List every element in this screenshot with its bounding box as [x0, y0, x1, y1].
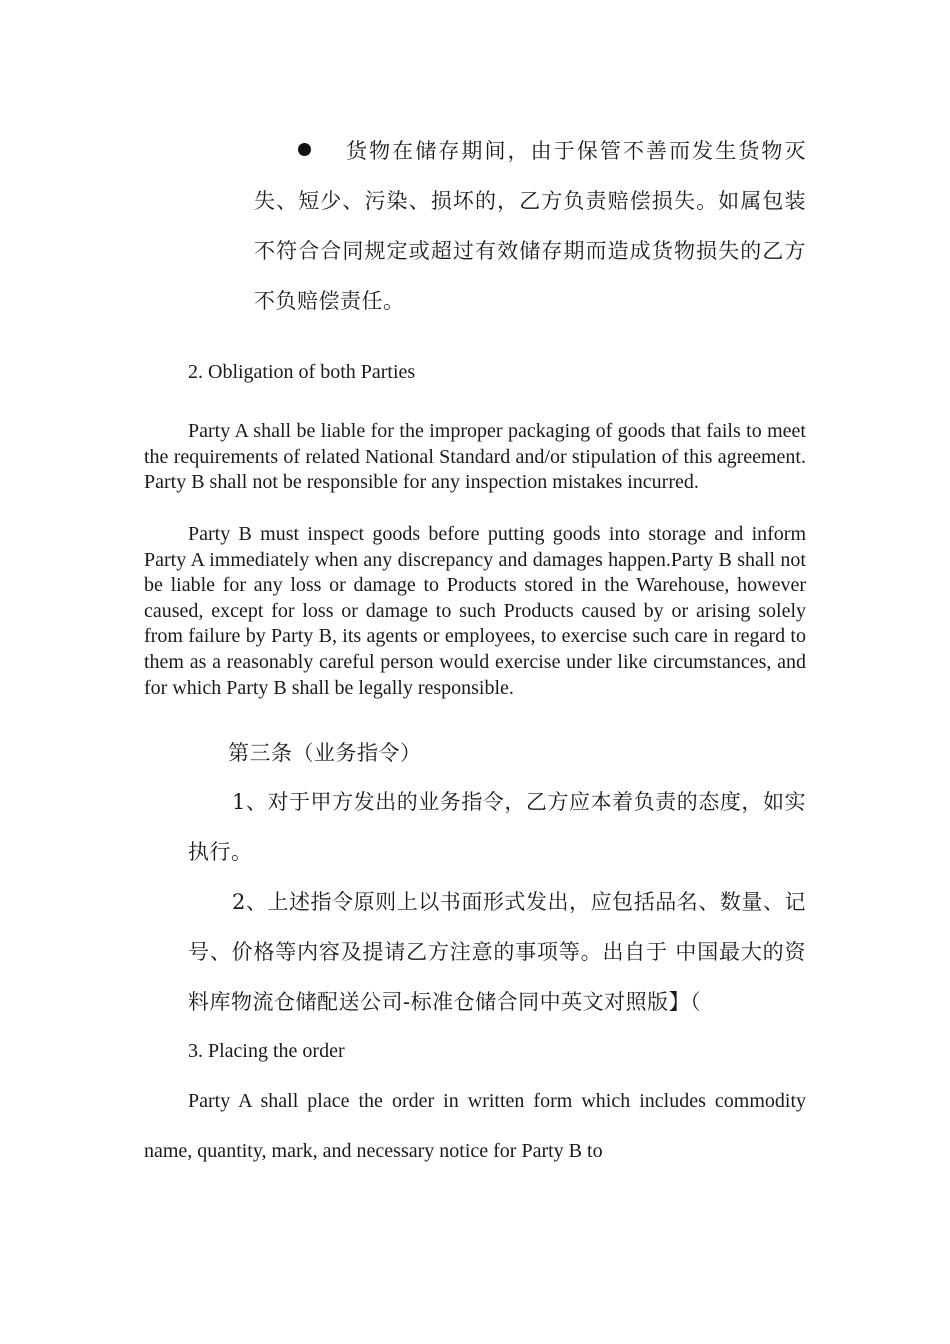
article-3-clause-2: 2、上述指令原则上以书面形式发出，应包括品名、数量、记号、价格等内容及提请乙方注意的事项等。出自于 中国最大的资料库物流仓储配送公司-标准仓储合同中英文对照版】（	[188, 890, 806, 1014]
bullet-paragraph-text: 货物在储存期间，由于保管不善而发生货物灭失、短少、污染、损坏的，乙方负责赔偿损失。如属包装不符合合同规定或超过有效储存期而造成货物损失的乙方不负赔偿责任。	[254, 139, 806, 313]
paragraph-placing-order: Party A shall place the order in written form which includes commodity name, quantity, mark, and necessary notice for Party B to	[144, 1090, 806, 1162]
bullet-dot-icon	[298, 143, 311, 156]
article-3-heading: 第三条（业务指令）	[228, 741, 422, 765]
paragraph-party-a-liability: Party A shall be liable for the improper packaging of goods that fails to meet the requirements of related National Standard and/or stipulation of this agreement. Party B shall not be responsible for any inspection mistakes incurred.	[144, 420, 806, 494]
paragraph-party-b-inspection: Party B must inspect goods before putting goods into storage and inform Party A immediately when any discrepancy and damages happen.Party B shall not be liable for any loss or damage to Products stored in the Warehouse, however caused, except for loss or damage to such Products caused by or arising solely from failure by Party B, its agents or employees, to exercise such care in regard to them as a reasonably careful person would exercise under like circumstances, and for which Party B shall be legally responsible.	[144, 523, 806, 699]
bullet-paragraph	[254, 126, 806, 326]
section-heading-obligation: 2. Obligation of both Parties	[188, 361, 416, 383]
section-heading-placing-order: 3. Placing the order	[188, 1040, 345, 1062]
article-3-clause-1: 1、对于甲方发出的业务指令，乙方应本着负责的态度，如实执行。	[188, 790, 806, 864]
